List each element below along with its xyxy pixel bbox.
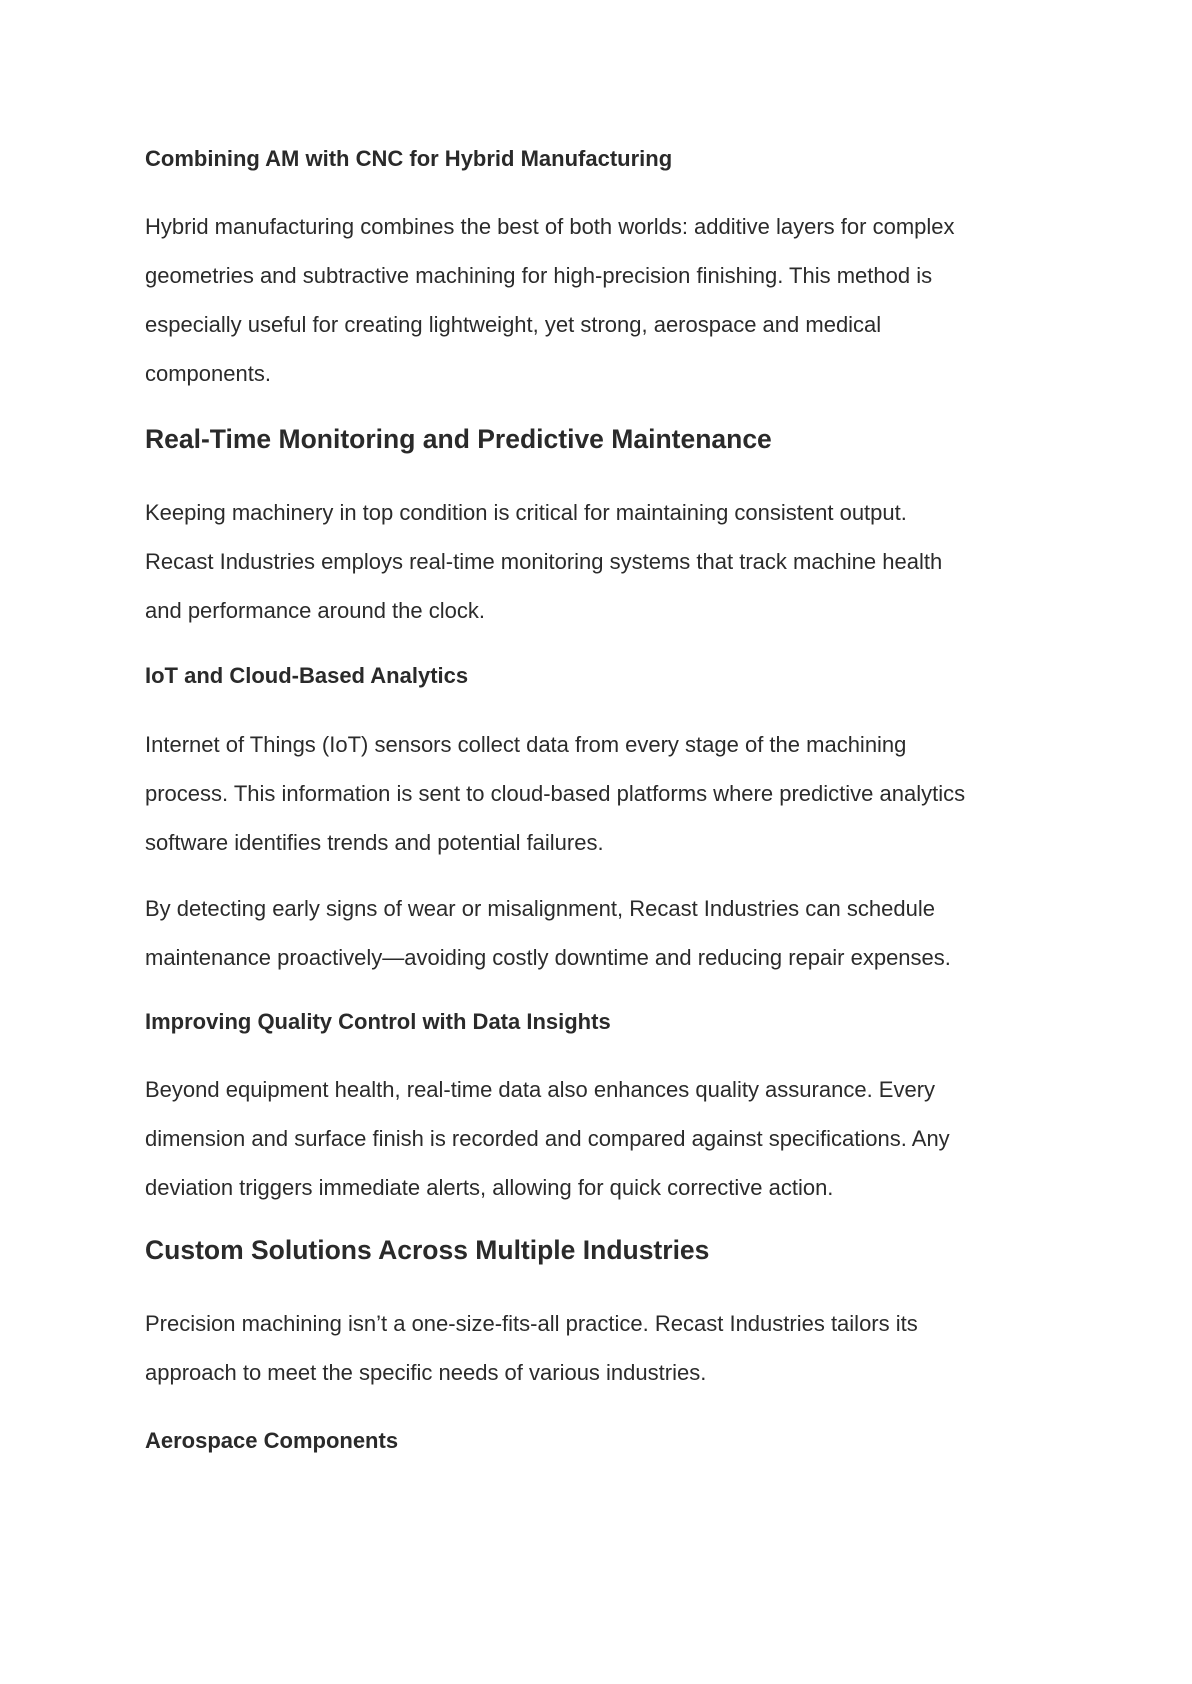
paragraph-line: maintenance proactively—avoiding costly downtime and reducing repair expenses.	[145, 945, 951, 970]
paragraph-line: software identifies trends and potential failures.	[145, 830, 604, 855]
paragraph-line: Keeping machinery in top condition is critical for maintaining consistent output.	[145, 500, 907, 525]
paragraph-quality	[145, 1065, 1055, 1212]
paragraph-line: and performance around the clock.	[145, 598, 485, 623]
paragraph-line: Precision machining isn’t a one-size-fits-all practice. Recast Industries tailors its	[145, 1311, 918, 1336]
paragraph-line: Recast Industries employs real-time monitoring systems that track machine health	[145, 549, 943, 574]
paragraph-line: process. This information is sent to cloud-based platforms where predictive analytics	[145, 781, 966, 806]
paragraph-line: By detecting early signs of wear or misalignment, Recast Industries can schedule	[145, 896, 935, 921]
paragraph-line: Beyond equipment health, real-time data also enhances quality assurance. Every	[145, 1077, 936, 1102]
section-heading-iot: IoT and Cloud-Based Analytics	[145, 663, 469, 688]
paragraph-line: especially useful for creating lightweight, yet strong, aerospace and medical	[145, 312, 882, 337]
paragraph-iot-2	[145, 884, 1055, 982]
paragraph-line: approach to meet the specific needs of various industries.	[145, 1360, 707, 1385]
section-heading-aerospace: Aerospace Components	[145, 1428, 399, 1453]
section-heading-custom: Custom Solutions Across Multiple Industries	[145, 1235, 710, 1265]
paragraph-line: components.	[145, 361, 271, 386]
paragraph-line: Internet of Things (IoT) sensors collect data from every stage of the machining	[145, 732, 907, 757]
paragraph-monitoring	[145, 488, 1055, 635]
paragraph-iot-1	[145, 720, 1055, 867]
section-heading-hybrid: Combining AM with CNC for Hybrid Manufacturing	[145, 146, 673, 171]
section-heading-quality: Improving Quality Control with Data Insights	[145, 1009, 611, 1034]
paragraph-line: dimension and surface finish is recorded and compared against specifications. Any	[145, 1126, 950, 1151]
paragraph-line: Hybrid manufacturing combines the best of both worlds: additive layers for complex	[145, 214, 955, 239]
paragraph-line: geometries and subtractive machining for high-precision finishing. This method is	[145, 263, 933, 288]
section-heading-monitoring: Real-Time Monitoring and Predictive Maintenance	[145, 424, 772, 454]
paragraph-custom	[145, 1299, 1055, 1397]
paragraph-hybrid	[145, 202, 1055, 398]
paragraph-line: deviation triggers immediate alerts, allowing for quick corrective action.	[145, 1175, 834, 1200]
